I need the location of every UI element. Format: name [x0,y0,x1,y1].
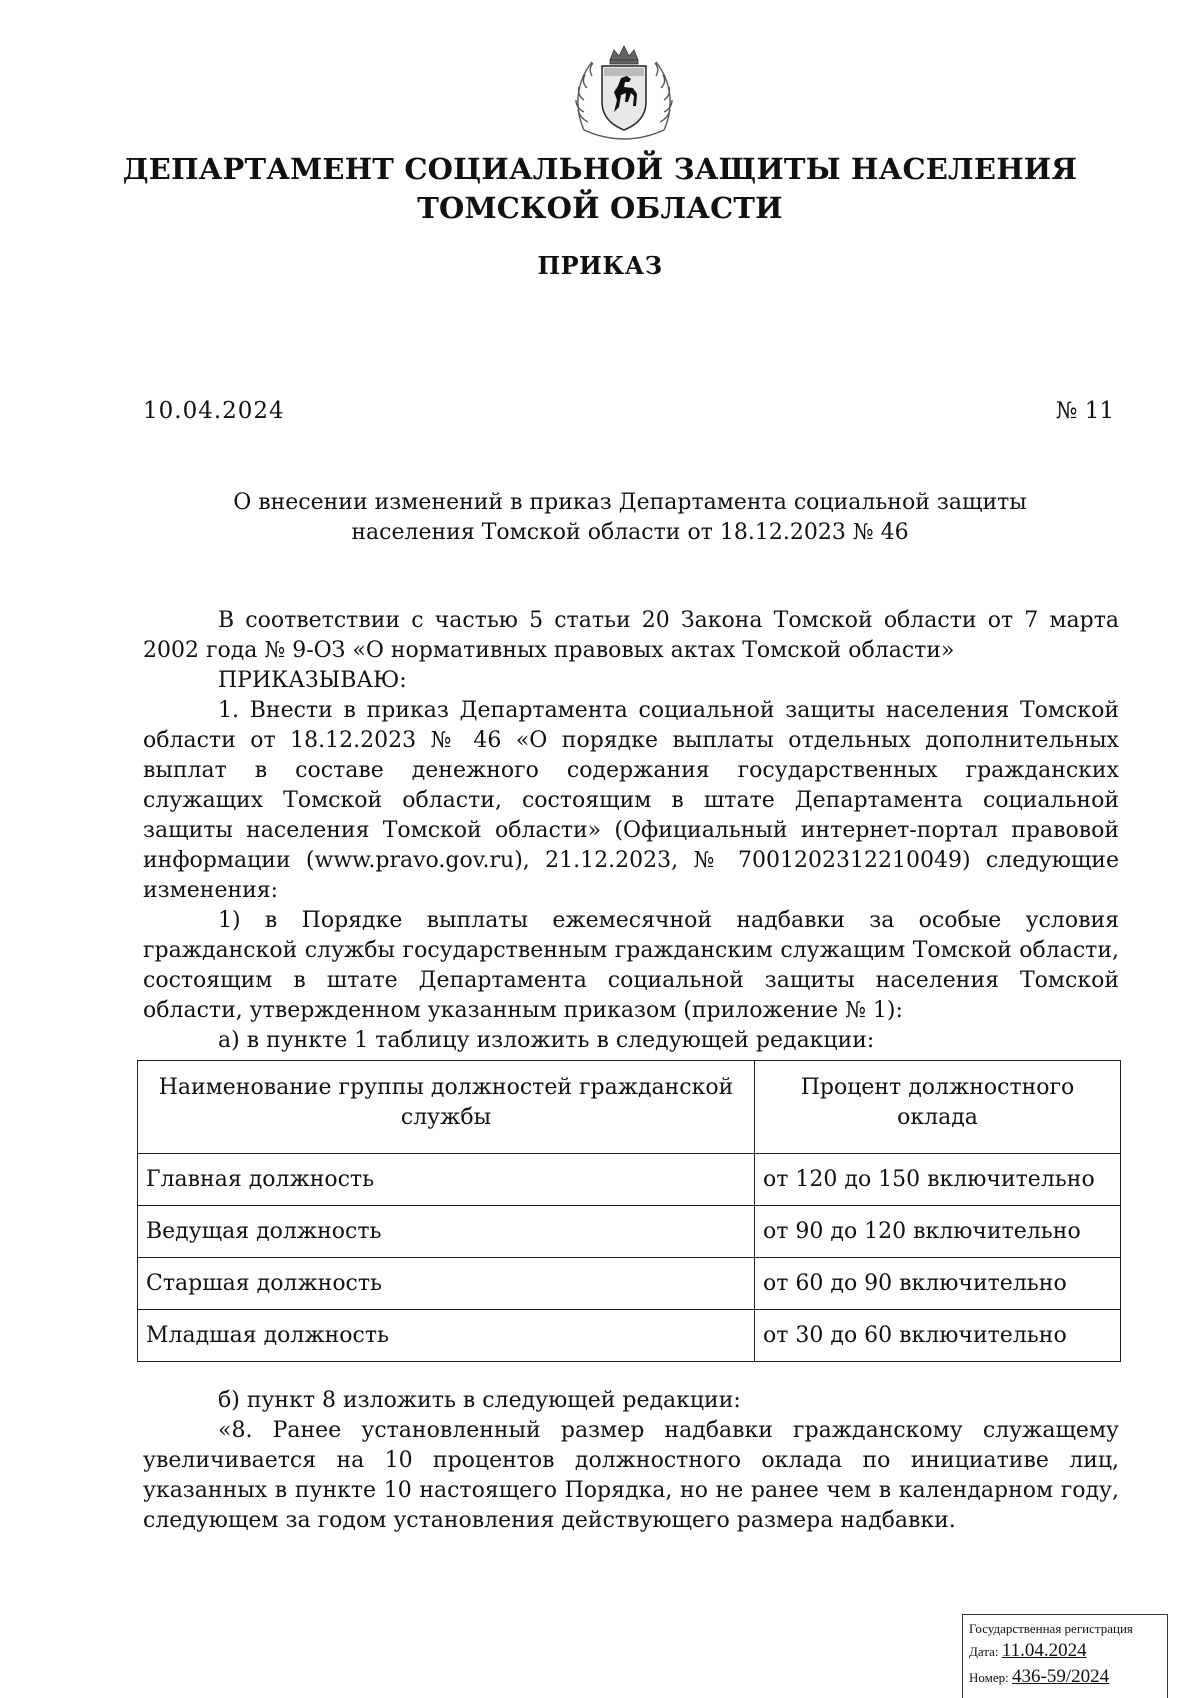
order-number: № 11 [1055,398,1114,424]
table-cell: Ведущая должность [138,1206,755,1258]
order-body [143,606,1119,1056]
clause-8-paragraph: «8. Ранее установленный размер надбавки гражданскому служащему увеличивается на 10 процентов должностного оклада по инициативе лиц, указанных в пункте 10 настоящего Порядка, но не ранее чем в календарном году, следующем за годом установления действующего размера надбавки. [143,1418,1119,1533]
order-date: 10.04.2024 [143,398,285,424]
department-name-line2: ТОМСКОЙ ОБЛАСТИ [417,191,783,225]
table-row [138,1310,1121,1362]
table-cell: от 90 до 120 включительно [755,1206,1121,1258]
table-header-cell: Наименование группы должностей гражданской службы [138,1061,755,1154]
table-header-row [138,1061,1121,1154]
subject-line: населения Томской области от 18.12.2023 № 46 [351,520,909,545]
registration-date-row [969,1638,1163,1664]
order-directive: ПРИКАЗЫВАЮ: [218,668,407,693]
clause-1-1-paragraph: 1) в Порядке выплаты ежемесячной надбавки за особые условия гражданской службы государственным гражданским служащим Томской области, состоящим в штате Департамента социальной защиты населения Томской области, утвержденном указанным приказом (приложение № 1): [143,908,1119,1023]
clause-1-paragraph: 1. Внести в приказ Департамента социальной защиты населения Томской области от 18.12.2023 № 46 «О порядке выплаты отдельных дополнительных выплат в составе денежного содержания государственных гражданских служащих Томской области, состоящим в штате Департамента социальной защиты населения Томской области» (Официальный интернет-портал правовой информации (www.pravo.gov.ru), 21.12.2023, № 7001202312210049) следующие изменения: [143,698,1119,903]
allowance-table [137,1060,1121,1362]
registration-title: Государственная регистрация [969,1621,1133,1636]
table-cell: от 120 до 150 включительно [755,1154,1121,1206]
table-header-cell: Процент должностного оклада [755,1061,1121,1154]
order-body-continued [143,1386,1119,1536]
registration-number-row [969,1664,1163,1690]
table-row [138,1154,1121,1206]
table-cell: Главная должность [138,1154,755,1206]
subject-line: О внесении изменений в приказ Департамента социальной защиты [233,490,1027,515]
clause-b-paragraph: б) пункт 8 изложить в следующей редакции: [218,1388,741,1413]
table-cell: от 60 до 90 включительно [755,1258,1121,1310]
registration-number-label: Номер: [969,1670,1009,1685]
table-cell: Младшая должность [138,1310,755,1362]
table-cell: от 30 до 60 включительно [755,1310,1121,1362]
table-cell: Старшая должность [138,1258,755,1310]
department-name-line1: ДЕПАРТАМЕНТ СОЦИАЛЬНОЙ ЗАЩИТЫ НАСЕЛЕНИЯ [122,152,1078,186]
legal-basis-paragraph: В соответствии с частью 5 статьи 20 Закона Томской области от 7 марта 2002 года № 9-ОЗ «О нормативных правовых актах Томской области» [143,608,1119,663]
table-row [138,1206,1121,1258]
registration-stamp [962,1614,1168,1698]
registration-date-label: Дата: [969,1644,999,1659]
table-row [138,1258,1121,1310]
registration-date-value: 11.04.2024 [1001,1640,1087,1661]
coat-of-arms-icon [570,38,678,146]
order-subject [140,488,1120,548]
clause-a-paragraph: а) в пункте 1 таблицу изложить в следующей редакции: [218,1028,875,1053]
registration-number-value: 436-59/2024 [1012,1666,1110,1687]
document-type-title: ПРИКАЗ [537,251,663,280]
